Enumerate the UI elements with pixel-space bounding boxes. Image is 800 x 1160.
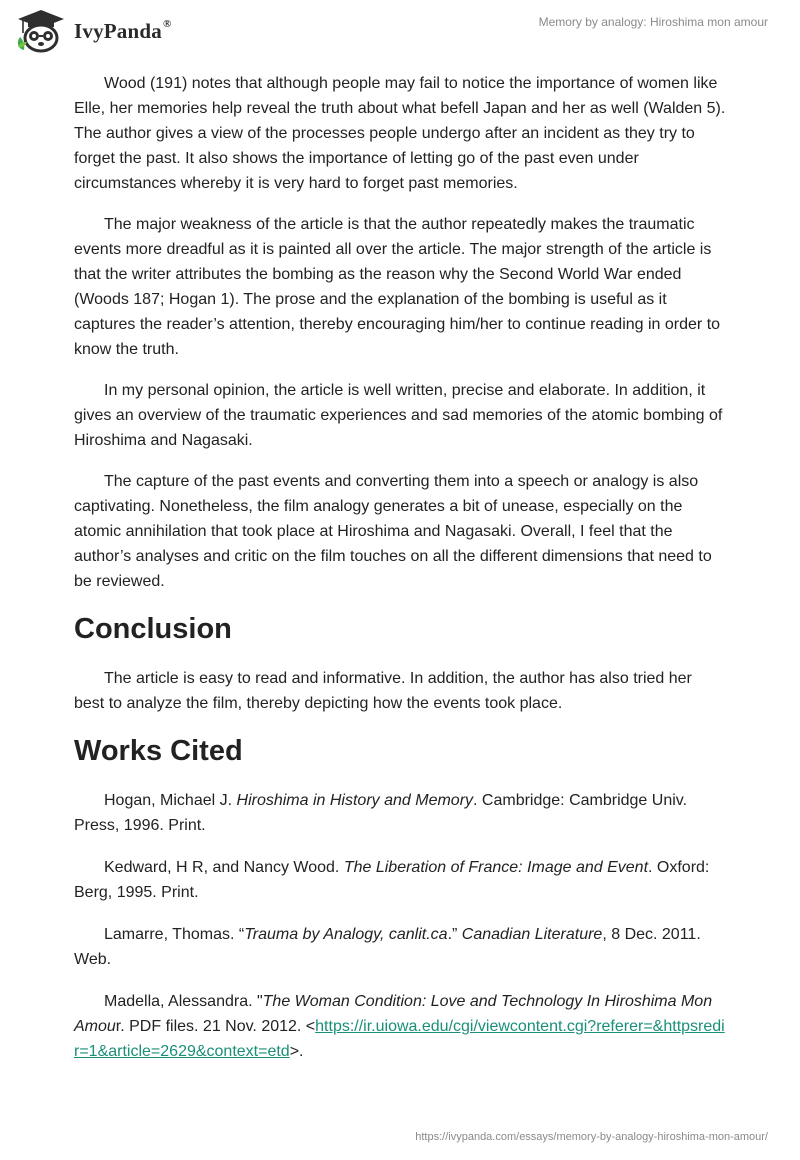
conclusion-heading: Conclusion: [74, 613, 232, 645]
registered-mark: ®: [162, 17, 172, 30]
citation-item: Madella, Alessandra. "The Woman Condition: Love and Technology In Hiroshima Mon Amour. PDF files. 21 Nov. 2012. <https://ir.uiowa.edu/cgi/viewcontent.cgi?referer=&httpsredir=1&article=2629&context=etd>.: [74, 993, 725, 1060]
citation-item: Hogan, Michael J. Hiroshima in History and Memory. Cambridge: Cambridge Univ. Press, 1996. Print.: [74, 792, 688, 834]
body-paragraph: In my personal opinion, the article is well written, precise and elaborate. In addition, it gives an overview of the traumatic experiences and sad memories of the atomic bombing of Hiroshima and Nagasaki.: [74, 382, 723, 449]
document-title: Memory by analogy: Hiroshima mon amour: [538, 15, 768, 29]
logo[interactable]: [14, 9, 171, 53]
page-header: [0, 0, 800, 70]
footer-url: https://ivypanda.com/essays/memory-by-analogy-hiroshima-mon-amour/: [415, 1131, 768, 1143]
body-paragraph: Wood (191) notes that although people may fail to notice the importance of women like Elle, her memories help reveal the truth about what befell Japan and her as well (Walden 5). The author gives a view of the processes people undergo after an incident as they try to forget the past. It also shows the importance of letting go of the past even under circumstances whereby it is very hard to forget past memories.: [74, 75, 726, 192]
conclusion-paragraph: The article is easy to read and informative. In addition, the author has also tried her best to analyze the film, thereby depicting how the events took place.: [74, 670, 692, 712]
body-paragraph: The major weakness of the article is that the author repeatedly makes the traumatic events more dreadful as it is painted all over the article. The major strength of the article is that the writer attributes the bombing as the reason why the Second World War ended (Woods 187; Hogan 1). The prose and the explanation of the bombing is useful as it captures the reader’s attention, thereby encouraging him/her to continue reading in order to know the truth.: [74, 216, 721, 358]
citation-link[interactable]: https://ir.uiowa.edu/cgi/viewcontent.cgi?referer=&httpsredir=1&article=2629&context=etd: [74, 1018, 725, 1060]
panda-logo-icon: [14, 9, 68, 53]
works-cited-heading: Works Cited: [74, 735, 243, 767]
citation-item: Kedward, H R, and Nancy Wood. The Liberation of France: Image and Event. Oxford: Berg, 1995. Print.: [74, 859, 710, 901]
citation-item: Lamarre, Thomas. “Trauma by Analogy, canlit.ca.” Canadian Literature, 8 Dec. 2011. Web.: [74, 926, 701, 968]
brand-name: IvyPanda®: [74, 17, 172, 43]
body-paragraph: The capture of the past events and converting them into a speech or analogy is also captivating. Nonetheless, the film analogy generates a bit of unease, especially on the atomic annihilation that took place at Hiroshima and Nagasaki. Overall, I feel that the author’s analyses and critic on the film touches on all the different dimensions that need to be reviewed.: [74, 473, 712, 590]
essay-content: [74, 71, 726, 1081]
